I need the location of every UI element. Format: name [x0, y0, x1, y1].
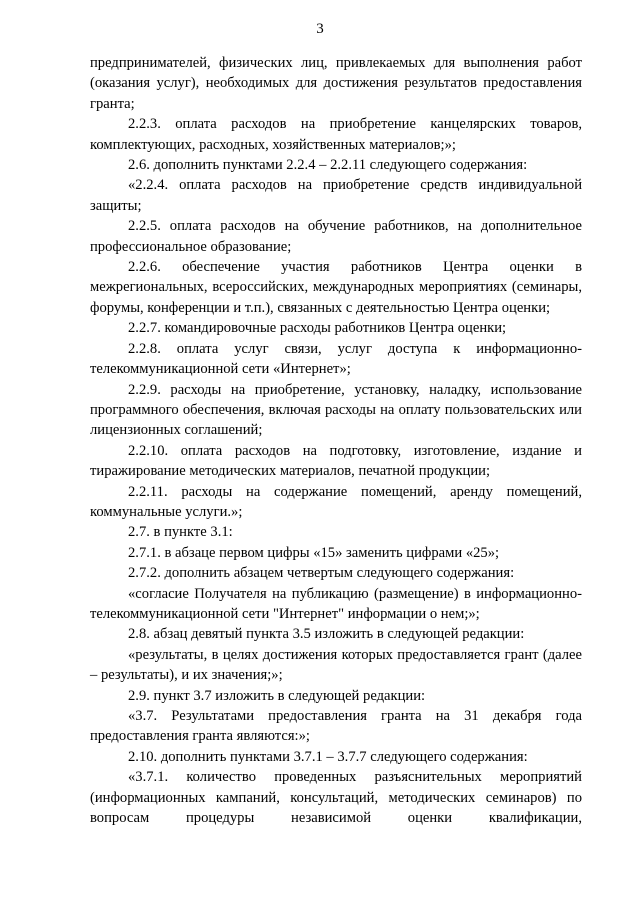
document-paragraph: 2.2.10. оплата расходов на подготовку, изготовление, издание и тиражирование методических материалов, печатной продукции; [90, 442, 582, 480]
document-paragraph: «3.7. Результатами предоставления гранта на 31 декабря года предоставления гранта являются:»; [90, 708, 582, 745]
document-paragraph: «согласие Получателя на публикацию (размещение) в информационно-телекоммуникационной сети "Интернет" информации о нем;»; [90, 585, 582, 622]
document-paragraph: 2.2.9. расходы на приобретение, установку, наладку, использование программного обеспечения, включая расходы на оплату пользовательских или лицензионных соглашений; [90, 381, 582, 439]
document-paragraph: 2.8. абзац девятый пункта 3.5 изложить в следующей редакции: [128, 626, 525, 643]
document-paragraph: 2.6. дополнить пунктами 2.2.4 – 2.2.11 следующего содержания: [128, 157, 528, 174]
document-paragraph: 2.7. в пункте 3.1: [128, 524, 233, 541]
document-paragraph: 2.10. дополнить пунктами 3.7.1 – 3.7.7 следующего содержания: [128, 748, 528, 765]
document-paragraph: 2.7.2. дополнить абзацем четвертым следующего содержания: [128, 565, 515, 582]
document-paragraph: 2.2.11. расходы на содержание помещений, аренду помещений, коммунальные услуги.»; [90, 483, 582, 520]
document-paragraph: «результаты, в целях достижения которых предоставляется грант (далее – результаты), и их значения;»; [90, 646, 582, 684]
document-paragraph: предпринимателей, физических лиц, привлекаемых для выполнения работ (оказания услуг), необходимых для достижения результатов предоставления гранта; [90, 55, 582, 112]
document-paragraph: «2.2.4. оплата расходов на приобретение средств индивидуальной защиты; [90, 177, 582, 214]
document-paragraph: 2.9. пункт 3.7 изложить в следующей редакции: [128, 687, 426, 704]
page-number: 3 [316, 21, 324, 37]
document-paragraph: 2.2.7. командировочные расходы работников Центра оценки; [128, 320, 507, 337]
document-body [90, 53, 582, 828]
document-paragraph: 2.2.5. оплата расходов на обучение работников, на дополнительное профессиональное образование; [90, 218, 582, 255]
document-paragraph: 2.2.3. оплата расходов на приобретение канцелярских товаров, комплектующих, расходных, хозяйственных материалов;»; [90, 116, 582, 153]
document-paragraph: 2.2.8. оплата услуг связи, услуг доступа к информационно-телекоммуникационной сети «Интернет»; [90, 340, 582, 378]
document-paragraph: 2.2.6. обеспечение участия работников Центра оценки в межрегиональных, всероссийских, международных мероприятиях (семинары, форумы, конференции и т.п.), связанных с деятельностью Центра оценки; [90, 259, 582, 316]
document-paragraph: 2.7.1. в абзаце первом цифры «15» заменить цифрами «25»; [128, 544, 500, 561]
document-paragraph: «3.7.1. количество проведенных разъяснительных мероприятий (информационных кампаний, консультаций, методических семинаров) по вопросам процедуры независимой оценки квалификации, [90, 769, 582, 827]
